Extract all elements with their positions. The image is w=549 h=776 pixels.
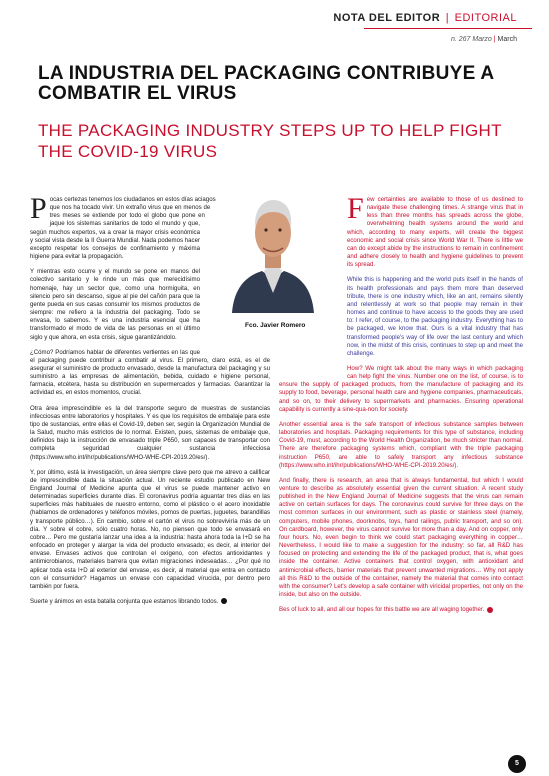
english-column [279, 192, 523, 621]
en-paragraph-1: Few certainties are available to those of us destined to navigate these challenging times. A strange virus that in less than three months has spreads across the globe, overwhelming health systems around the world and which, according to many experts, will create the biggest economic and social crisis since World War II. There is little we can do except abide by the instructions to remain in confinement and adhere closely to health and hygiene guidelines to prevent its spread. [347, 192, 523, 269]
section-name: NOTA DEL EDITOR [333, 12, 441, 24]
photo-caption: Fco. Javier Romero [245, 322, 306, 329]
en-paragraph-4: Another essential area is the safe transport of infectious substance samples between laboratories and hospitals. Packaging requirements for this type of substance, including Covid-19, must, according to the World Health Organization, be much stricter than normal. There are therefore packaging systems which, compliant with the triple packaging instruction P650, are able to safely transport any infectious substance (https://www.who.int/ihr/publications/WHO-WHE-CPI-2019.20/es/). [279, 420, 523, 469]
es-paragraph-6: Suerte y ánimos en esta batalla conjunta que estamos librando todos. [30, 598, 270, 606]
page-number: 5 [508, 755, 526, 773]
issue-info: n. 267 Marzo | March [450, 36, 517, 43]
headline-english: THE PACKAGING INDUSTRY STEPS UP TO HELP FIGHT THE COVID-19 VIRUS [38, 121, 502, 161]
spanish-column [30, 192, 270, 613]
section-header [333, 12, 517, 24]
en-paragraph-3: How? We might talk about the many ways in which packaging can help fight the virus. Number one on the list, of course, is to ensure the supply of packaged products, from the manufacture of packaging and its supply to food, beverage, personal health care and hygiene companies, pharmaceuticals, and so on, to their delivery to supermarkets and pharmacies. Ensuring operational capability is currently a sine-qua-non for society. [279, 364, 523, 413]
header-separator: | [445, 12, 450, 24]
issue-number: n. 267 Marzo [450, 36, 492, 43]
end-mark-icon [487, 607, 493, 613]
es-paragraph-3: ¿Cómo? Podríamos hablar de diferentes vertientes en las que el packaging puede contribuir a combatir al virus. El primero, claro está, es el de asegurar el suministro de producto envasado, desde la manufactura del packaging y su suministro a las empresas de alimentación, bebida, cuidado e higiene personal, farmacia, etcétera, hasta su distribución en supermercados y farmacias. Garantizar la actividad es, en estos momentos, crucial. [30, 348, 270, 397]
end-mark-icon [221, 598, 227, 604]
section-subname: EDITORIAL [454, 12, 517, 24]
en-paragraph-5: And finally, there is research, an area that is always fundamental, but which I would venture to describe as absolutely essential given the current situation. A recent study published in the New England Journal of Medicine suggests that the virus can remain active on certain surfaces for days. The coronavirus could survive for three days on the most common surfaces in our environment, such as plastic or stainless steel (namely, computers, mobile phones, doorknobs, toys, hand railings, public transport, and so on). On cardboard, however, the virus cannot survive for more than a day. And on copper, only four hours. No, even begin to think we could start packaging everything in copper… Nevertheless, I would like to make a suggestion for the industry: so far, all R&D has focused on protecting and extending the life of the packaged product, that is, what goes inside the container. Active containers that control oxygen, with antioxidant and antimicrobial effects, barrier materials that prevent unwanted migrations… Why not apply all this R&D to the outside of the container, namely the material that comes into contact with the consumer? Let's develop a safe container with viricidal properties, not only on the inside, but also on the outside. [279, 476, 523, 599]
en-paragraph-2: While this is happening and the world puts itself in the hands of its health professionals and pays them more than deserved tribute, there is one industry which, like an ant, remains silently and relentlessly at work so that people may remain in their homes and continue to have access to the goods they are used to: I refer, of course, to the packaging industry. Everything has to be packaged, we know that. Ours is a vital industry that has transformed people's way of life over the last century and which now, in the midst of this crisis, continues to step up and meet the challenge. [347, 276, 523, 357]
es-paragraph-4: Otra área imprescindible es la del transporte seguro de muestras de sustancias infecciosas entre laboratorios y hospitales. Y es que los requisitos de embalaje para este tipo de sustancias, entre ellas el Covid-19, deben ser, según la Organización Mundial de la Salud, mucho más estrictos de lo normal. Existen, pues, sistemas de embalaje que, definidos bajo la instrucción de envasado triple P650, son capaces de transportar con completa seguridad cualquier sustancia infecciosa (https://www.who.int/ihr/publications/WHO-WHE-CPI-2019.20/es/). [30, 404, 270, 461]
es-paragraph-5: Y, por último, está la investigación, un área siempre clave pero que me atrevo a calificar de imprescindible dada la situación actual. Un reciente estudio publicado en New England Journal of Medicine apunta que el virus se puede mantener activo en determinadas superficies durante días. El coronavirus podría aguantar tres días en las superficies más habituales de nuestro entorno, como el plástico o el acero inoxidable (hablamos de ordenadores y teléfonos móviles, pomos de puertas, juguetes, barandillas y transporte público…). En cambio, sobre el cartón el virus no sobreviviría más de un día. Y sobre el cobre, sólo cuatro horas. No, no piensen que todo se envasará en cobre… Pero me gustaría lanzar una idea a la industria: hasta ahora toda la I+D se ha enfocado en proteger y alargar la vida del producto envasado; es decir, al interior del envase. Envases activos que controlan el oxígeno, con efectos antioxidantes y antimicrobianos, materiales barrera que evitan migraciones indeseadas… ¿Por qué no aplicar toda esta I+D al exterior del envase, es decir, al material que entra en contacto con el consumidor? Hagamos un envase con capacidad vírucida, por dentro pero también por fuera. [30, 468, 270, 590]
es-dropcap: P [30, 192, 47, 225]
headline-spanish: LA INDUSTRIA DEL PACKAGING CONTRIBUYE A COMBATIR EL VIRUS [38, 63, 494, 104]
es-paragraph-2: Y mientras esto ocurre y el mundo se pone en manos del colectivo sanitario y le rinde un más que merecidísimo homenaje, hay un sector que, como una hormiguita, en silencio pero sin descanso, sigue al pie del cañón para que la gente pueda en sus casas consumir los mismos productos de siempre: me refiero a la industria del packaging. Todo se envasa, lo sabemos. Y es una industria esencial que ha transformado el modo de vida de las personas en el último siglo y que ahora, en esta crisis, sigue garantizándolo. [30, 268, 200, 341]
es-paragraph-1: Pocas certezas tenemos los ciudadanos en estos días aciagos que nos ha tocado vivir. Un extraño virus que en menos de tres meses se extiende por todo el globo que pone en jaque los sistemas sanitarios de todo el mundo y que, según muchos expertos, va a crear la mayor crisis económica y social vista desde la II Guerra Mundial. Nada podemos hacer excepto respetar los consejos de confinamiento y máxima higiene para evitar la propagación. [30, 192, 216, 261]
header-rule [364, 28, 532, 29]
issue-month-en: March [497, 36, 517, 43]
en-paragraph-6: Bes of luck to all, and all our hopes for this battle we are all waging together. [279, 606, 523, 614]
en-dropcap: F [347, 192, 364, 225]
